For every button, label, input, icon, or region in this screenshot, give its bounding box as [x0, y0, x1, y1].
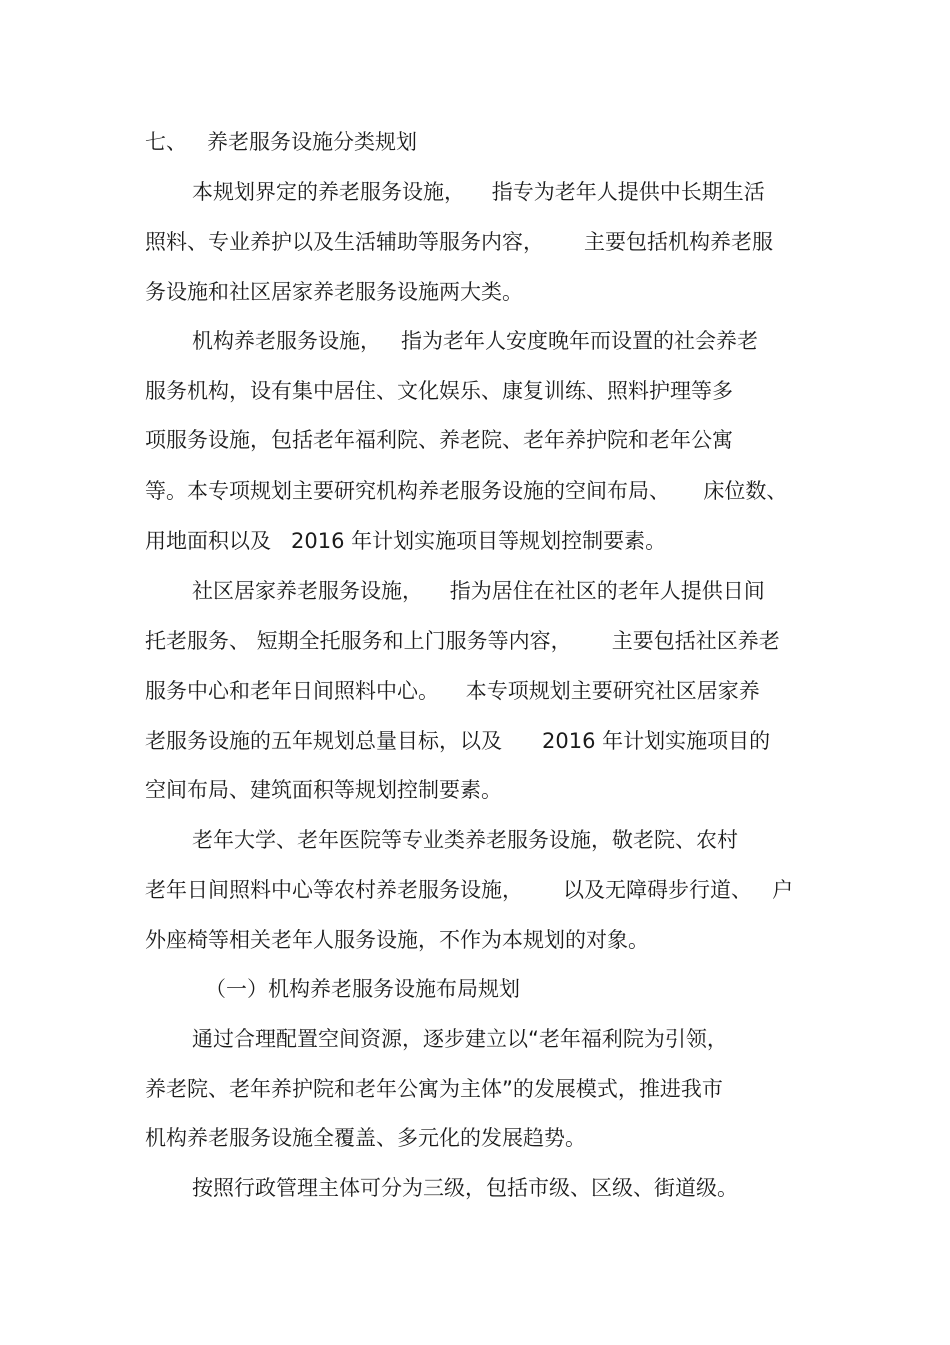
subsection-heading: （一）机构养老服务设施布局规划: [205, 977, 520, 1001]
paragraph-line: 社区居家养老服务设施， 指为居住在社区的老年人提供日间: [192, 579, 765, 603]
paragraph-line: 等。本专项规划主要研究机构养老服务设施的空间布局、 床位数、: [145, 479, 788, 503]
paragraph-line: 用地面积以及 2016 年计划实施项目等规划控制要素。: [145, 529, 667, 553]
paragraph-line: 外座椅等相关老年人服务设施，不作为本规划的对象。: [145, 928, 649, 952]
paragraph-line: 机构养老服务设施， 指为老年人安度晚年而设置的社会养老: [192, 329, 759, 353]
paragraph-line: 项服务设施，包括老年福利院、养老院、老年养护院和老年公寓: [145, 428, 733, 452]
paragraph-line: 机构养老服务设施全覆盖、多元化的发展趋势。: [145, 1126, 586, 1150]
paragraph-line: 老年日间照料中心等农村养老服务设施， 以及无障碍步行道、 户: [145, 878, 794, 902]
paragraph-line: 服务机构，设有集中居住、文化娱乐、康复训练、照料护理等多: [145, 379, 733, 403]
paragraph-line: 养老院、老年养护院和老年公寓为主体”的发展模式，推进我市: [145, 1077, 723, 1101]
paragraph-line: 托老服务、 短期全托服务和上门服务等内容， 主要包括社区养老: [145, 629, 780, 653]
paragraph-line: 本规划界定的养老服务设施， 指专为老年人提供中长期生活: [192, 180, 765, 204]
paragraph-line: 务设施和社区居家养老服务设施两大类。: [145, 280, 523, 304]
paragraph-line: 服务中心和老年日间照料中心。 本专项规划主要研究社区居家养: [145, 679, 760, 703]
paragraph-line: 照料、专业养护以及生活辅助等服务内容， 主要包括机构养老服: [145, 230, 774, 254]
paragraph-line: 老服务设施的五年规划总量目标，以及 2016 年计划实施项目的: [145, 729, 771, 753]
paragraph-line: 按照行政管理主体可分为三级，包括市级、区级、街道级。: [192, 1176, 738, 1200]
section-heading: 七、 养老服务设施分类规划: [145, 130, 418, 154]
paragraph-line: 空间布局、建筑面积等规划控制要素。: [145, 778, 502, 802]
paragraph-line: 老年大学、老年医院等专业类养老服务设施，敬老院、农村: [192, 828, 738, 852]
paragraph-line: 通过合理配置空间资源，逐步建立以“老年福利院为引领，: [192, 1027, 728, 1051]
